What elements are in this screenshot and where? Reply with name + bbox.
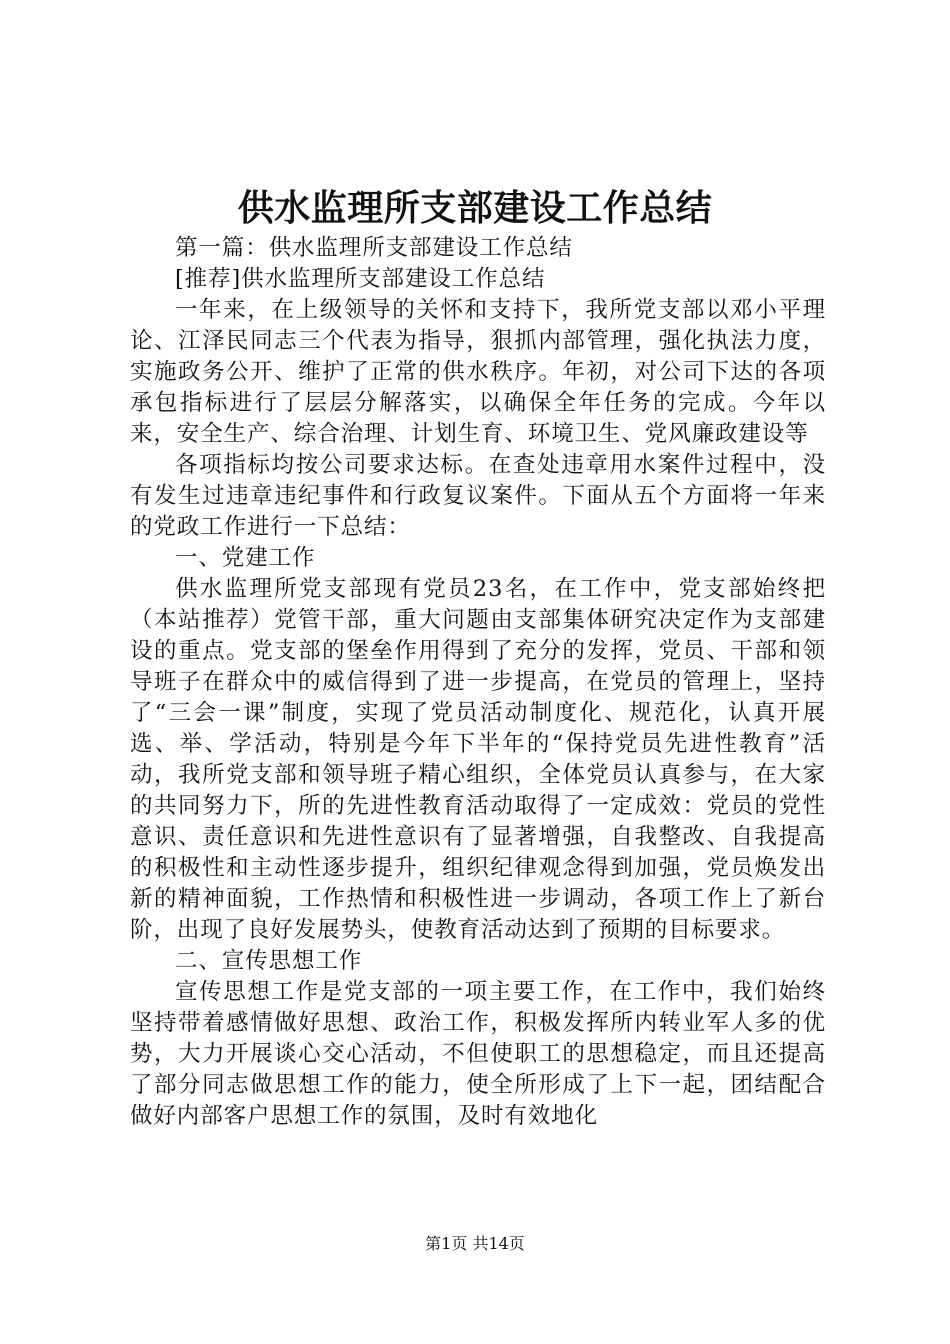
- paragraph-chapter-heading: 第一篇：供水监理所支部建设工作总结: [175, 235, 573, 261]
- document-title: 供水监理所支部建设工作总结: [237, 187, 713, 229]
- section-heading-propaganda: 二、宣传思想工作: [175, 948, 363, 974]
- document-body: [130, 233, 826, 1132]
- paragraph-propaganda: 宣传思想工作是党支部的一项主要工作，在工作中，我们始终坚持带着感情做好思想、政治工作，积极发挥所内转业军人多的优势，大力开展谈心交心活动，不但使职工的思想稳定，而且还提高了部分同志做思想工作的能力，使全所形成了上下一起，团结配合做好内部客户思想工作的氛围，及时有效地化: [130, 979, 826, 1129]
- section-heading-party-building: 一、党建工作: [175, 545, 316, 571]
- paragraph-party-building: 供水监理所党支部现有党员23名，在工作中，党支部始终把（本站推荐）党管干部，重大问题由支部集体研究决定作为支部建设的重点。党支部的堡垒作用得到了充分的发挥，党员、干部和领导班子在群众中的威信得到了进一步提高，在党员的管理上，坚持了“三会一课”制度，实现了党员活动制度化、规范化，认真开展选、举、学活动，特别是今年下半年的“保持党员先进性教育”活动，我所党支部和领导班子精心组织，全体党员认真参与，在大家的共同努力下，所的先进性教育活动取得了一定成效：党员的党性意识、责任意识和先进性意识有了显著增强，自我整改、自我提高的积极性和主动性逐步提升，组织纪律观念得到加强，党员焕发出新的精神面貌，工作热情和积极性进一步调动，各项工作上了新台阶，出现了良好发展势头，使教育活动达到了预期的目标要求。: [130, 576, 826, 943]
- paragraph-targets: 各项指标均按公司要求达标。在查处违章用水案件过程中，没有发生过违章违纪事件和行政复议案件。下面从五个方面将一年来的党政工作进行一下总结：: [130, 452, 826, 540]
- page-number-footer: 第1页 共14页: [425, 1234, 525, 1253]
- paragraph-intro: 一年来，在上级领导的关怀和支持下，我所党支部以邓小平理论、江泽民同志三个代表为指导，狠抓内部管理，强化执法力度，实施政务公开、维护了正常的供水秩序。年初，对公司下达的各项承包指标进行了层层分解落实，以确保全年任务的完成。今年以来，安全生产、综合治理、计划生育、环境卫生、党风廉政建设等: [130, 297, 826, 447]
- paragraph-recommended-heading: [推荐]供水监理所支部建设工作总结: [175, 266, 546, 292]
